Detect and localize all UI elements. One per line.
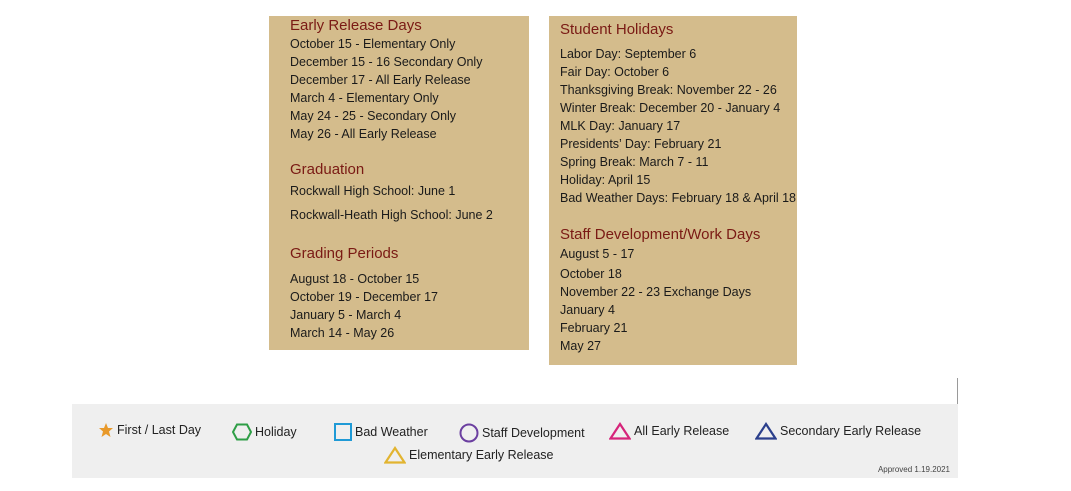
holiday-item: Fair Day: October 6 [560, 65, 670, 79]
right-calendar-panel [549, 16, 797, 365]
student-holidays-heading: Student Holidays [560, 21, 674, 38]
approval-date: Approved 1.19.2021 [877, 465, 950, 474]
graduation-heading: Graduation [290, 161, 365, 178]
triangle-icon [755, 422, 777, 440]
early-release-item: May 24 - 25 - Secondary Only [290, 109, 457, 123]
staff-day-item: August 5 - 17 [560, 247, 635, 261]
staff-day-item: February 21 [560, 321, 628, 335]
holiday-item: Labor Day: September 6 [560, 47, 697, 61]
legend-holiday [232, 423, 297, 441]
staff-day-item: January 4 [560, 303, 615, 317]
holiday-item: Bad Weather Days: February 18 & April 18 [560, 191, 796, 205]
legend-staff-development [459, 423, 585, 443]
staff-day-item: November 22 - 23 Exchange Days [560, 285, 752, 299]
holiday-item: Presidents’ Day: February 21 [560, 137, 722, 151]
legend-label: Staff Development [482, 426, 585, 440]
grading-period-item: March 14 - May 26 [290, 326, 395, 340]
legend-first-last-day [98, 422, 201, 438]
hexagon-icon [232, 423, 252, 441]
early-release-item: October 15 - Elementary Only [290, 37, 456, 51]
holiday-item: Holiday: April 15 [560, 173, 651, 187]
legend-bad-weather [334, 423, 428, 441]
legend-secondary-early-release [755, 422, 921, 440]
grading-period-item: August 18 - October 15 [290, 272, 420, 286]
triangle-icon [384, 446, 406, 464]
grading-period-item: January 5 - March 4 [290, 308, 402, 322]
holiday-item: Spring Break: March 7 - 11 [560, 155, 709, 169]
staff-day-item: October 18 [560, 267, 622, 281]
star-icon [98, 422, 114, 438]
square-icon [334, 423, 352, 441]
early-release-heading: Early Release Days [290, 17, 422, 34]
legend-label: Holiday [255, 425, 297, 439]
early-release-item: December 15 - 16 Secondary Only [290, 55, 483, 69]
grading-periods-heading: Grading Periods [290, 245, 399, 262]
staff-day-item: May 27 [560, 339, 601, 353]
early-release-item: December 17 - All Early Release [290, 73, 471, 87]
graduation-item: Rockwall High School: June 1 [290, 184, 456, 198]
grading-period-item: October 19 - December 17 [290, 290, 438, 304]
legend-all-early-release [609, 422, 729, 440]
holiday-item: Winter Break: December 20 - January 4 [560, 101, 781, 115]
early-release-item: May 26 - All Early Release [290, 127, 437, 141]
legend-label: First / Last Day [117, 423, 202, 437]
legend-label: All Early Release [634, 424, 730, 438]
staff-development-heading: Staff Development/Work Days [560, 226, 761, 243]
holiday-item: MLK Day: January 17 [560, 119, 681, 133]
legend-bar [72, 404, 958, 478]
holiday-item: Thanksgiving Break: November 22 - 26 [560, 83, 777, 97]
early-release-item: March 4 - Elementary Only [290, 91, 439, 105]
triangle-icon [609, 422, 631, 440]
graduation-item: Rockwall-Heath High School: June 2 [290, 208, 493, 222]
legend-label: Bad Weather [355, 425, 428, 439]
left-calendar-panel [269, 16, 529, 350]
legend-label: Elementary Early Release [409, 448, 554, 462]
legend-elementary-early-release [384, 446, 554, 464]
legend-label: Secondary Early Release [780, 424, 922, 438]
circle-icon [459, 423, 479, 443]
